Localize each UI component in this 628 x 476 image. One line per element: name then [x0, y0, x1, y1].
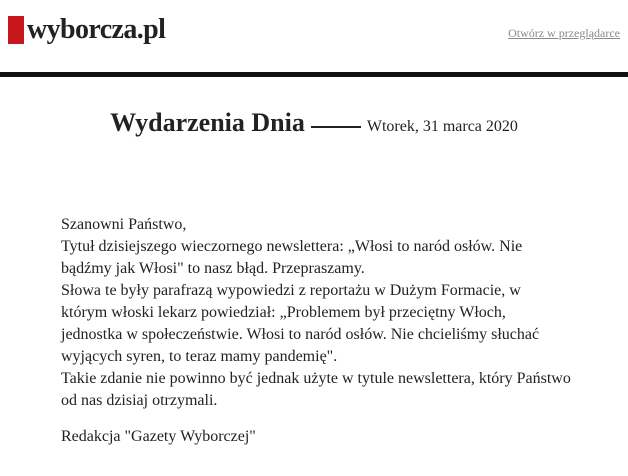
open-in-browser-link[interactable]: Otwórz w przeglądarce [508, 26, 620, 40]
title-separator-line [311, 126, 361, 128]
paragraph-1: Tytuł dzisiejszego wieczornego newslettera: „Włosi to naród osłów. Nie bądźmy jak Włosi" to nasz błąd. Przepraszamy. [61, 238, 523, 277]
logo-red-square-icon [8, 16, 24, 44]
paragraph-3: Takie zdanie nie powinno być jednak użyte w tytule newslettera, który Państwo od nas dzisiaj otrzymali. [61, 370, 571, 409]
email-header [0, 0, 628, 72]
wyborcza-logo[interactable] [8, 16, 165, 44]
newsletter-title-row [0, 108, 628, 138]
greeting: Szanowni Państwo, [61, 216, 187, 233]
newsletter-date: Wtorek, 31 marca 2020 [366, 118, 518, 135]
paragraph-2: Słowa te były parafrazą wypowiedzi z reportażu w Dużym Formacie, w którym włoski lekarz powiedział: „Problemem był przeciętny Włoch, jednostka w społeczeństwie. Włosi to naród osłów. Nie chcieliśmy słuchać wyjących syren, to teraz mamy pandemię". [61, 282, 540, 365]
message-body [61, 214, 571, 448]
newsletter-title: Wydarzenia Dnia [110, 108, 305, 137]
header-divider [0, 72, 628, 77]
logo-text: wyborcza.pl [27, 14, 166, 45]
signature: Redakcja "Gazety Wyborczej" [61, 428, 256, 445]
